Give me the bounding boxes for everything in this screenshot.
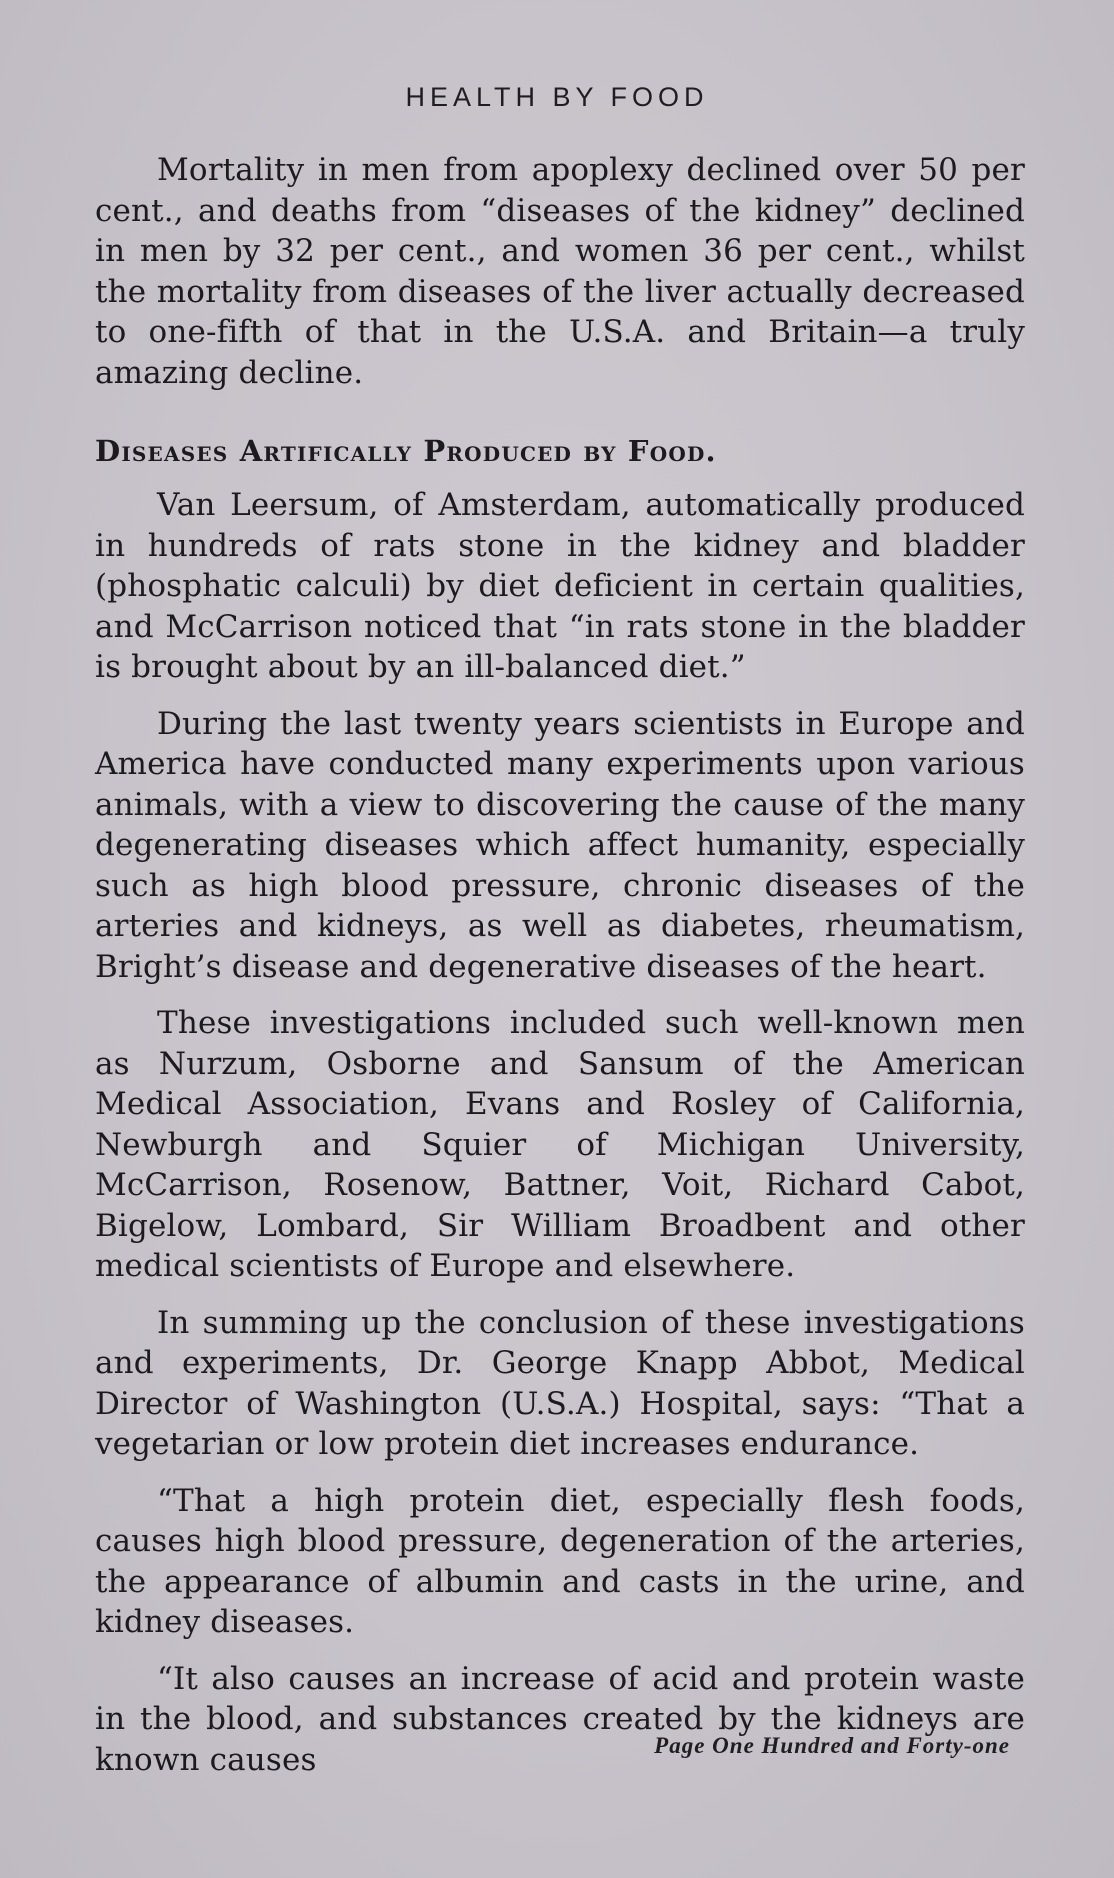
- paragraph-summing-up: In summing up the conclusion of these investigations and experiments, Dr. George Knapp Abbot, Medical Director of Washington (U.S.A.) Hospital, says: “That a vegetarian or low protein diet increases endurance.: [95, 1304, 1025, 1462]
- paragraph-acid-waste: “It also causes an increase of acid and protein waste in the blood, and substances created by the kidneys are known causes: [95, 1660, 1025, 1778]
- paragraph-investigators: These investigations included such well-known men as Nurzum, Osborne and Sansum of the American Medical Association, Evans and Rosley of California, Newburgh and Squier of Michigan University, McCarrison, Rosenow, Battner, Voit, Richard Cabot, Bigelow, Lombard, Sir William Broadbent and other medical scientists of Europe and elsewhere.: [95, 1005, 1025, 1284]
- paragraph-high-protein: “That a high protein diet, especially flesh foods, causes high blood pressure, degeneration of the arteries, the appearance of albumin and casts in the urine, and kidney diseases.: [95, 1482, 1025, 1640]
- paragraph-mortality: Mortality in men from apoplexy declined over 50 per cent., and deaths from “diseases of the kidney” declined in men by 32 per cent., and women 36 per cent., whilst the mortality from diseases of the liver actually decreased to one-fifth of that in the U.S.A. and Britain—a truly amazing decline.: [95, 152, 1025, 391]
- paragraph-van-leersum: Van Leersum, of Amsterdam, automatically produced in hundreds of rats stone in the kidney and bladder (phosphatic calculi) by diet deficient in certain qualities, and McCarrison noticed that “in rats stone in the bladder is brought about by an ill-balanced diet.”: [95, 487, 1025, 685]
- page-number: Page One Hundred and Forty-one: [654, 1733, 1010, 1758]
- running-head: HEALTH BY FOOD: [405, 82, 709, 112]
- body-text: [95, 150, 1025, 1796]
- paragraph-twenty-years: During the last twenty years scientists in Europe and America have conducted many experiments upon various animals, with a view to discovering the cause of the many degenerating diseases which affect humanity, especially such as high blood pressure, chronic diseases of the arteries and kidneys, as well as diabetes, rheumatism, Bright’s disease and degenerative diseases of the heart.: [95, 705, 1025, 985]
- section-heading: Diseases Artifically Produced by Food.: [95, 434, 717, 468]
